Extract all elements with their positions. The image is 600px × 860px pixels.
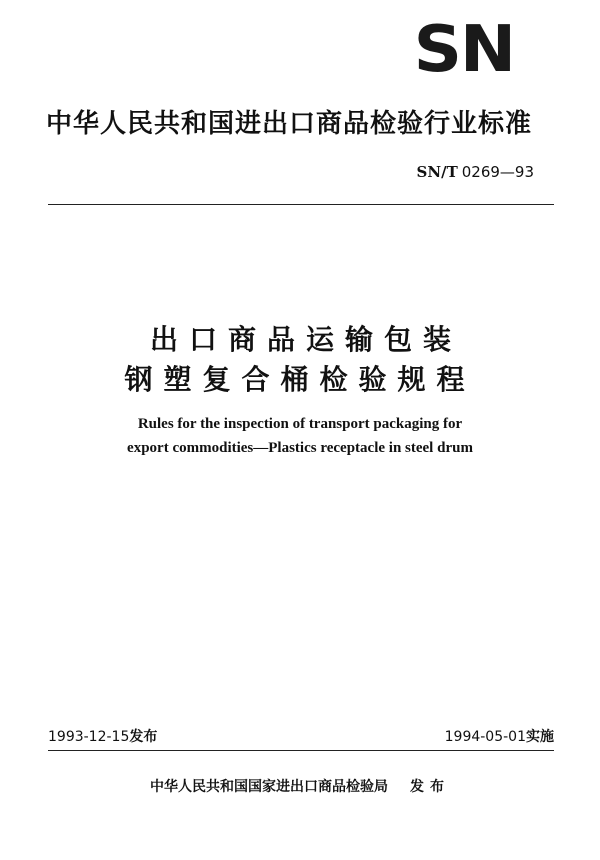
title-zh-line-2: 钢塑复合桶检验规程 <box>124 363 476 396</box>
sn-logo <box>412 13 516 87</box>
effective-date-value: 1994-05-01 <box>444 729 526 745</box>
sn-logo-text: SN <box>413 13 515 87</box>
effective-date <box>445 728 554 746</box>
issue-date-label: 发布 <box>129 729 158 745</box>
issuing-authority-suffix: 发布 <box>410 779 450 795</box>
issuing-authority-name: 中华人民共和国国家进出口商品检验局 <box>150 779 388 795</box>
issue-date <box>48 728 157 746</box>
issue-date-value: 1993-12-15 <box>48 729 130 745</box>
standard-code-prefix: SN/T <box>416 163 458 181</box>
title-en-line-1: Rules for the inspection of transport packaging for <box>137 416 463 432</box>
standard-category-title: 中华人民共和国进出口商品检验行业标准 <box>46 109 533 139</box>
effective-date-label: 实施 <box>526 729 554 745</box>
issuing-authority <box>0 776 600 798</box>
title-en-line-2: export commodities—Plastics receptacle in steel drum <box>127 440 473 456</box>
header-divider <box>48 204 554 205</box>
title-zh-line-1: 出口商品运输包装 <box>149 323 462 356</box>
footer-divider <box>48 750 554 751</box>
standard-code-number: 0269—93 <box>461 163 534 181</box>
standard-code <box>417 162 534 182</box>
